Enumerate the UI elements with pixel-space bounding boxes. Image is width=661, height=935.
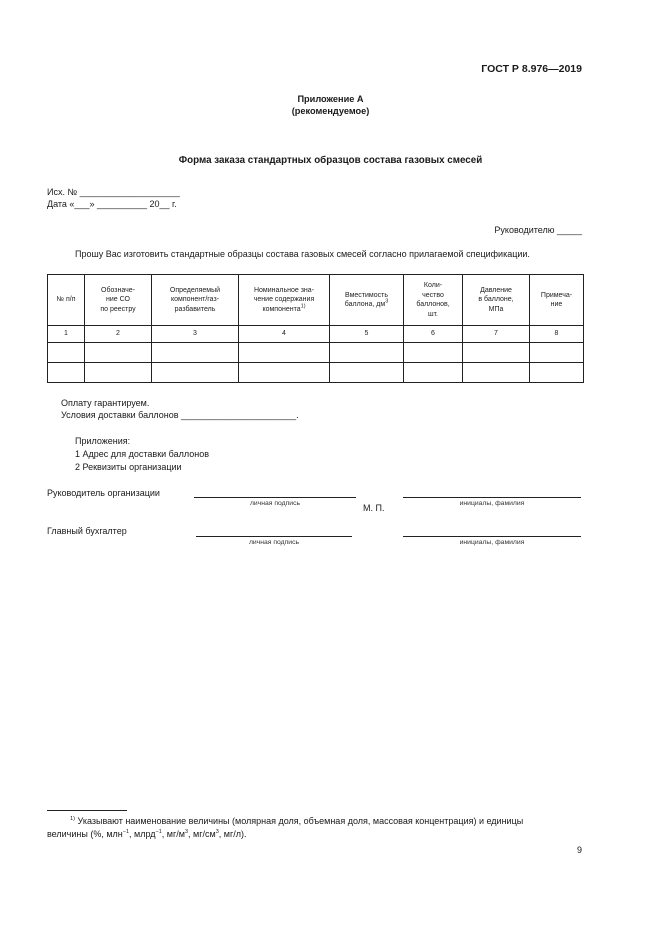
footnote-ref: 1) [300,303,306,310]
head-signature-label: Руководитель организации [47,488,160,498]
table-cell[interactable] [152,343,239,363]
document-code: ГОСТ Р 8.976—2019 [481,63,582,75]
table-cell[interactable] [463,363,530,383]
delivery-conditions: Условия доставки баллонов _______________________. [61,410,299,420]
head-signature-line[interactable] [194,497,356,498]
col-header-designation: Обозначе- ние СО по реестру [85,275,152,326]
table-cell[interactable] [85,363,152,383]
table-number-row [48,326,584,343]
attachment-item: 1 Адрес для доставки баллонов [75,449,209,459]
col-header-component: Определяемый компонент/газ- разбавитель [152,275,239,326]
table-cell[interactable] [152,363,239,383]
footnote-line-1: $^{1)}$ Указывают наименование величины (молярная доля, объемная доля, массовая концентрация) и единицы [70,816,524,826]
appendix-heading [200,93,461,117]
column-number: 1 [48,326,85,343]
table-row [48,363,584,383]
addressee-line: Руководителю _____ [494,225,582,235]
signature-caption: личная подпись [248,539,300,546]
column-number: 7 [463,326,530,343]
col-header-capacity: Вместимость баллона, $дм^3$ [330,275,404,326]
request-text: Прошу Вас изготовить стандартные образцы состава газовых смесей согласно прилагаемой спецификации. [75,249,530,259]
table-header-row [48,275,584,326]
col-header-number: № п/п [48,275,85,326]
table-cell[interactable] [239,343,330,363]
table-cell[interactable] [85,343,152,363]
table-row [48,343,584,363]
table-cell[interactable] [48,343,85,363]
footnote-separator [47,810,127,811]
column-number: 2 [85,326,152,343]
name-caption: инициалы, фамилия [459,539,525,546]
table-cell[interactable] [48,363,85,383]
signature-caption: личная подпись [249,500,301,507]
col-header-nominal-value: Номинальное зна- чение содержания компонента$^{1)}$ [239,275,330,326]
attachment-item: 2 Реквизиты организации [75,462,182,472]
form-title: Форма заказа стандартных образцов состава газовых смесей [178,155,483,166]
footnote-line-2: величины (%, млн$^{-1}$, млрд$^{-1}$, $мг/м^3$, $мг/см^3$, мг/л). [47,829,247,839]
col-header-pressure: Давление в баллоне, МПа [463,275,530,326]
table-cell[interactable] [330,363,404,383]
column-number: 5 [330,326,404,343]
attachments-title: Приложения: [75,436,131,446]
outgoing-number-field: Исх. № ____________________ [47,187,180,197]
table-cell[interactable] [404,363,463,383]
date-field: Дата «___» __________ 20__ г. [47,199,177,209]
accountant-name-line[interactable] [403,536,581,537]
table-cell[interactable] [404,343,463,363]
head-name-line[interactable] [403,497,581,498]
appendix-title: Приложение А [297,94,364,104]
specification-table [47,274,584,383]
col-header-quantity: Коли- чество баллонов, шт. [404,275,463,326]
appendix-status: (рекомендуемое) [291,106,370,116]
column-number: 3 [152,326,239,343]
accountant-signature-line[interactable] [196,536,352,537]
name-caption: инициалы, фамилия [459,500,525,507]
column-number: 8 [530,326,584,343]
page-number: 9 [576,845,582,855]
table-cell[interactable] [239,363,330,383]
table-cell[interactable] [463,343,530,363]
column-number: 6 [404,326,463,343]
table-cell[interactable] [530,363,584,383]
table-cell[interactable] [530,343,584,363]
column-number: 4 [239,326,330,343]
accountant-signature-label: Главный бухгалтер [47,526,127,536]
table-cell[interactable] [330,343,404,363]
payment-guarantee: Оплату гарантируем. [61,398,150,408]
col-header-note: Примеча- ние [530,275,584,326]
stamp-place: М. П. [363,503,385,513]
footnote-mark: 1) [70,816,75,822]
